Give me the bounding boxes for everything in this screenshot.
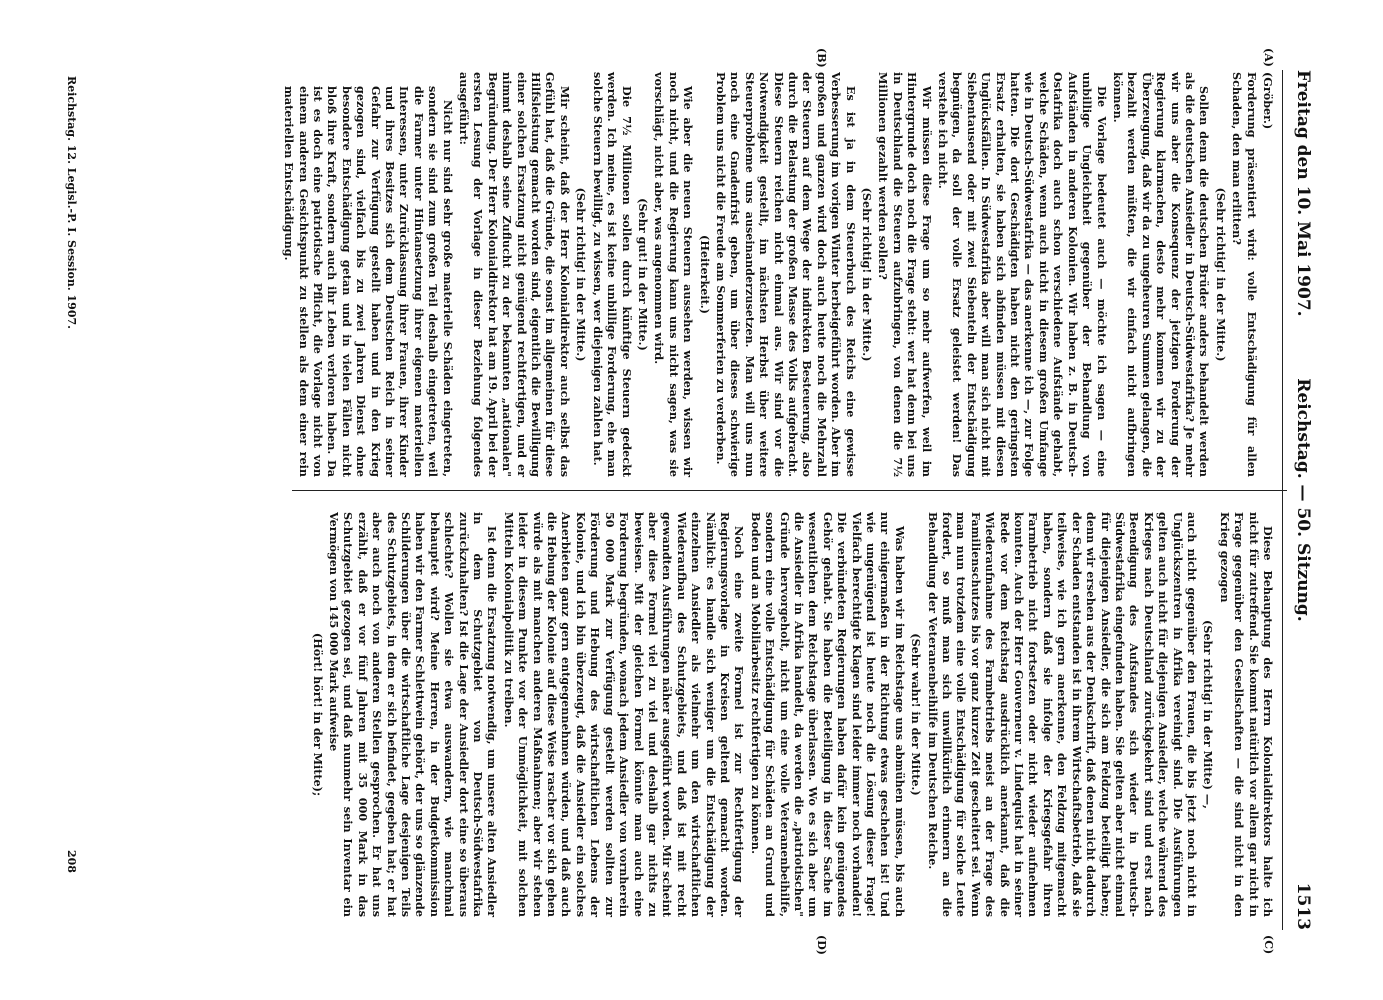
- paragraph: Wie aber die neuen Steuern aussehen werden, wissen wir noch nicht, und die Regierung kann uns nicht sagen, was sie vorschlägt, nicht aber, was angenommen wird.: [652, 72, 696, 477]
- interjection: (Sehr wahr! in der Mitte.): [909, 633, 924, 796]
- header-title: Reichstag. — 50. Sitzung.: [1293, 378, 1313, 622]
- paragraph: Was haben wir im Reichstage uns abmühen müssen, bis auch nur einigermaßen in der Richtung etwas geschehen ist! Und wie ungenügend ist heute noch die Lösung dieser Frage! Vielfach berechtigte Klagen sind leider immer noch vorhanden! Die verbündeten Regierungen haben dafür kein genügendes Gehör gehabt. Sie haben die Beteiligung in dieser Sache im wesentlichen dem Reichstage überlassen. Wo es sich aber um die Ansiedler in Afrika handelt, da werden die „patriotischen" Gründe hervorgeholt, nicht um eine volle Veteranenbeihilfe, sondern eine volle Entschädigung für Schäden an Grund und Boden und an Mobiliarbesitz rechtfertigen zu können.: [748, 512, 907, 917]
- margin-marker-c: (C): [1262, 935, 1275, 955]
- header-rule: [1282, 70, 1283, 930]
- column-divider: [292, 490, 1287, 491]
- margin-marker-b: (B): [815, 48, 828, 68]
- paragraph: Noch eine zweite Formel ist zur Rechtfertigung der Regierungsvorlage in Kreisen geltend gemacht worden. Nämlich: es handle sich weniger um die Entschädigung der einzelnen Ansiedler als vielmehr um den wirtschaftlichen Wiederaufbau des Schutzgebiets, und daß ist mit recht gewandten Ausführungen näher ausgeführt worden. Mir scheint aber diese Formel viel zu viel und deshalb gar nichts zu beweisen. Mit der gleichen Formel könnte man auch eine Forderung begründen, wonach jedem Ansiedler von vornherein 50 000 Mark zur Verfügung gestellt werden sollten zur Förderung und Hebung des wirtschaftlichen Lebens der Kolonie, und ich bin überzeugt, daß die Ansiedler ein solches Anerbieten ganz gern entgegennehmen würden, und daß auch die Hebung der Kolonie auf diese Weise rascher vor sich gehen würde als mit manchen anderen Maßnahmen; aber wir stehen leider in diesem Punkte vor der Unmöglichkeit, mit solchen Mitteln Kolonialpolitik zu treiben.: [501, 512, 747, 917]
- paragraph: Forderung präsentiert wird: volle Entschädigung für allen Schaden, den man erlitten?: [1230, 72, 1259, 477]
- paragraph: Wir müssen diese Frage um so mehr aufwerfen, weil im Hintergrunde doch noch die Frage steht: wer hat denn bei uns in Deutschland die Steuern aufzubringen, von denen die 7½ Millionen gezahlt werden sollen?: [876, 72, 934, 477]
- interjection: (Sehr gut! in der Mitte.): [635, 198, 650, 351]
- header-date: Freitag den 10. Mai 1907.: [1293, 70, 1313, 317]
- paragraph: Es ist ja in dem Steuerbuch des Reichs eine gewisse Verbesserung im vorigen Winter herbeigeführt worden. Aber im großen und ganzen wird doch auch heute noch die Mehrzahl der Steuern auf dem Wege der indirekten Besteuerung, also durch die Belastung der großen Masse des Volks aufgebracht. Diese Steuern reichen nicht einmal aus. Wir sind vor die Notwendigkeit gestellt, im nächsten Herbst über weitere Steuerprobleme uns auseinanderzusetzen. Man will uns nun noch eine Gnadenfrist geben, um über dieses schwierige Problem uns nicht die Freude am Sommerferien zu verderben.: [713, 72, 858, 477]
- footer-session: Reichstag. 12. Legisl.-P. I. Session. 1907.: [65, 76, 78, 329]
- paragraph: Mir scheint, daß der Herr Kolonialdirektor auch selbst das Gefühl hat, daß die Gründe, die sonst im allgemeinen für diese Hilfsleistung gemacht worden sind, eigentlich die Bewilligung einer solchen Ersatzung nicht genügend rechtfertigen, und er nimmt deshalb seine Zuflucht zu der bekannten „nationalen" Begründung. Der Herr Kolonialdirektor hat am 19. April bei der ersten Lesung der Vorlage in dieser Beziehung folgendes ausgeführt:: [457, 72, 572, 477]
- margin-marker-a: (A): [1262, 48, 1275, 67]
- left-column: [280, 72, 1275, 477]
- speaker-name: (Gröber.): [1261, 72, 1275, 130]
- interjection: (Sehr richtig! in der Mitte.): [1213, 187, 1228, 362]
- paragraph: Die Vorlage bedeutet auch — möchte ich sagen — eine unbillige Ungleichheit gegenüber der Behandlung von Aufständen in anderen Kolonien. Wir haben z. B. in Deutsch-Ostafrika doch auch schon verschiedene Aufstände gehabt, welche Schäden, wenn auch nicht in diesem großen Umfange wie in Deutsch-Südwestafrika — das anerkenne ich —, zur Folge hatten. Die dort Geschädigten haben nicht den geringsten Ersatz erhalten, sie haben sich abfinden müssen mit diesen Unglücksfällen. In Südwestafrika aber will man sich nicht mit Siebentausend oder mit zwei Siebenteln der Entschädigung begnügen, da soll der volle Ersatz geleistet werden! Das verstehe ich nicht.: [936, 72, 1109, 477]
- page-header: [1287, 70, 1313, 930]
- interjection: (Heiterkeit.): [697, 235, 712, 314]
- quotation: Nicht nur sind sehr große materielle Schäden eingetreten, sondern sie sind zum großen Teil deshalb eingetreten, weil die Farmer unter Hintansetzung ihrer eigenen materiellen Interessen, unter Zurücklassung ihrer Frauen, ihrer Kinder und ihres Besitzes sich dem Deutschen Reich in seiner Gefahr zur Verfügung gestellt haben und in den Krieg gezogen sind, vielfach bis zu zwei Jahren Dienst ohne besondere Entschädigung getan und in vielen Fällen nicht bloß ihre Kraft, sondern auch ihr Leben verloren haben. Da ist es doch eine patriotische Pflicht, die Vorlage nicht von einem anderen Gesichtspunkt zu stellen als dem einer rein materiellen Entschädigung.: [282, 86, 455, 477]
- interjection: (Sehr richtig! in der Mitte) —,: [1201, 620, 1216, 809]
- paragraph: Sollen denn die deutschen Brüder anders behandelt werden als die deutschen Ansiedler in Deutsch-Südwestafrika? Je mehr wir uns aber die Konsequenz der jetzigen Forderung der Regierung klarmachen, desto mehr kommen wir zu der Überzeugung, daß wir da zu ungeheuren Summen gelangen, die bezahlt werden müßten, die wir einfach nicht aufbringen können.: [1110, 72, 1212, 477]
- paragraph: Diese Behauptung des Herrn Kolonialdirektors halte ich nicht für zutreffend. Sie kommt natürlich vor allem gar nicht in Frage gegenüber den Gesellschaften — die sind nicht in den Krieg gezogen: [1217, 512, 1275, 917]
- paragraph: Die 7½ Millionen sollen durch künftige Steuern gedeckt werden. Ich meine, es ist keine unbillige Forderung, ehe man solche Steuern bewilligt, zu wissen, wer diejenigen zahlen hat.: [590, 72, 634, 477]
- interjection: (Sehr richtig! in der Mitte.): [574, 187, 589, 362]
- interjection: (Sehr richtig! in der Mitte.): [860, 187, 875, 362]
- margin-marker-d: (D): [815, 935, 828, 955]
- paragraph: Ist denn die Ersatzung notwendig, um unsere alten Ansiedler in dem Schutzgebiet von Deutsch-Südwestafrika zurückzuhalten? Ist die Lage der Ansiedler dort eine so überaus schlechte? Wollen sie etwa auswandern, wie manchmal behauptet wird? Meine Herren, in der Budgetkommission haben wir den Farmer Schlettwein gehört, der uns so glänzende Schilderungen über die wirtschaftliche Lage desjenigen Teils des Schutzgebiets, in dem er sich befindet, gegeben hat; er hat aber auch noch von anderen Stellen gesprochen. Er hat uns erzählt, daß er vor fünf Jahren mit 35 000 Mark in das Schutzgebiet gezogen sei, und daß nunmehr sein Inventar ein Vermögen von 145 000 Mark aufweise: [327, 512, 500, 917]
- footer-sheet-number: 208: [65, 850, 78, 873]
- right-column: [308, 512, 1275, 917]
- paragraph: auch nicht gegenüber den Frauen, die bis jetzt noch nicht in Unglückszentren in Afrika vereinigt sind. Die Ausführungen gelten auch nicht für diejenigen Ansiedler, welche während des Krieges nach Deutschland zurückgekehrt sind und erst nach Beendigung des Aufstandes sich wieder in Deutsch-Südwestafrika eingefunden haben. Sie gelten aber nicht einmal für diejenigen Ansiedler, die sich am Feldzug beteiligt haben; denn wir ersehen aus der Denkschrift, daß denen nicht dadurch der Schaden entstanden ist in ihrem Wirtschaftsbetrieb, daß sie teilweise, wie ich gern anerkenne, den Feldzug mitgemacht haben, sondern daß sie infolge der Kriegsgefahr ihren Farmbetrieb nicht fortsetzen oder nicht wieder aufnehmen konnten. Auch der Herr Gouverneur v. Lindequist hat in seiner Rede vor dem Reichstag ausdrücklich anerkannt, daß die Wiederaufnahme des Farmbetriebs meist an der Frage des Familienschutzes bis vor ganz kurzer Zeit gescheitert sei. Wenn man nun trotzdem eine volle Entschädigung für solche Leute fordert, so muß man sich unwillkürlich erinnern an die Behandlung der Veteranenbeihilfe im Deutschen Reiche.: [925, 512, 1199, 917]
- page-number: 1513: [1293, 882, 1313, 930]
- interjection: (Hört! hört! in der Mitte);: [310, 632, 325, 797]
